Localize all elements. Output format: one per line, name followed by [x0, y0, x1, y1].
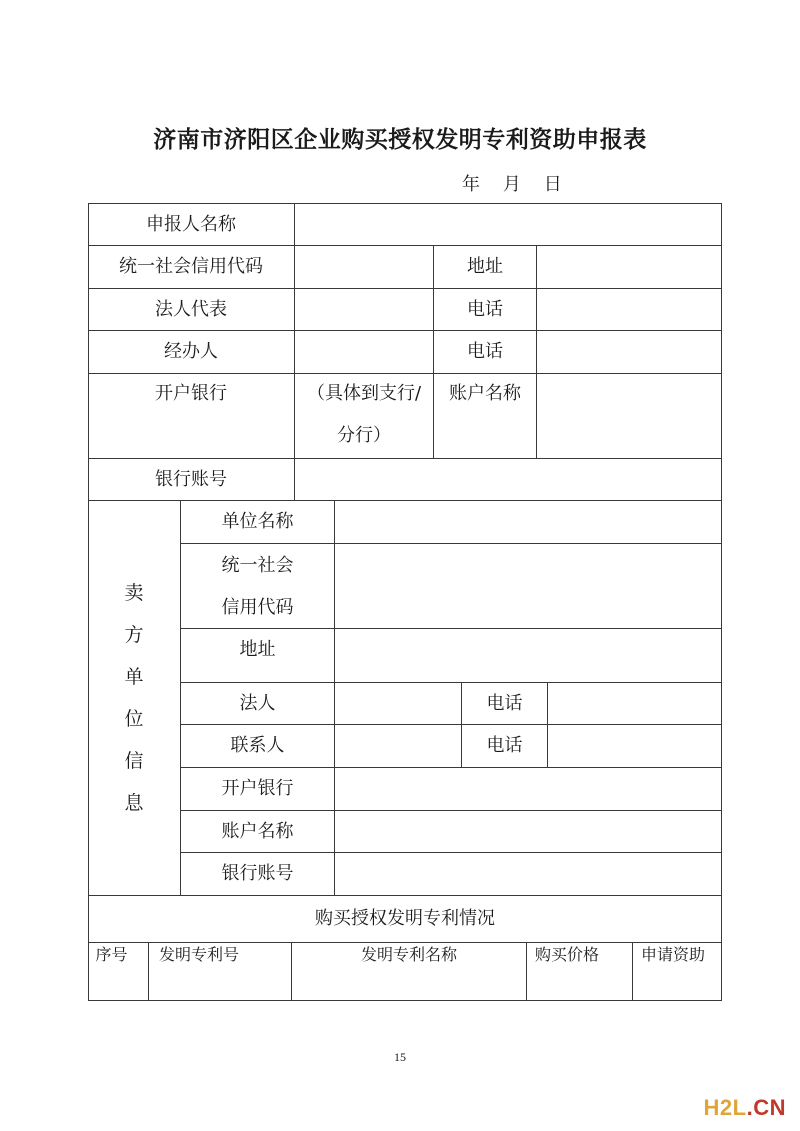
page-number: 15	[394, 1050, 406, 1064]
legal-rep-label: 法人代表	[155, 298, 227, 320]
seller-legal-field[interactable]	[335, 683, 461, 724]
col-header-patent-name: 发明专利名称	[360, 945, 457, 964]
col-header-price: 购买价格	[534, 945, 599, 964]
seller-unit-name-label: 单位名称	[221, 511, 294, 532]
seller-char: 单	[124, 666, 144, 688]
col-header-patent-no: 发明专利号	[158, 945, 239, 964]
account-name-label: 账户名称	[449, 383, 521, 404]
seller-section-label	[88, 501, 180, 895]
credit-code-label: 统一社会信用代码	[119, 256, 263, 277]
handler-field[interactable]	[295, 331, 433, 373]
date-line: 年 月 日	[462, 174, 562, 195]
credit-code-field[interactable]	[295, 246, 433, 288]
seller-credit-code-line2: 信用代码	[221, 597, 294, 618]
address-label: 地址	[467, 256, 503, 277]
seller-char: 位	[124, 708, 144, 730]
table-rule	[88, 942, 722, 943]
form-title: 济南市济阳区企业购买授权发明专利资助申报表	[153, 127, 647, 153]
seller-credit-code-field[interactable]	[335, 544, 721, 628]
seller-phone-field[interactable]	[548, 683, 721, 724]
table-border-right	[721, 203, 722, 1001]
seller-address-field[interactable]	[335, 629, 721, 682]
watermark-h2l: H2L	[703, 1095, 747, 1120]
handler-label: 经办人	[164, 341, 218, 362]
seller-legal-label: 法人	[239, 692, 276, 714]
seller-contact-phone-label: 电话	[486, 735, 523, 756]
seller-account-no-label: 银行账号	[221, 863, 294, 884]
seller-contact-field[interactable]	[335, 725, 461, 767]
seller-account-no-field[interactable]	[335, 853, 721, 895]
seller-account-name-label: 账户名称	[221, 820, 294, 842]
seller-contact-label: 联系人	[230, 735, 285, 756]
applicant-name-label: 申报人名称	[146, 213, 236, 235]
seller-unit-name-field[interactable]	[335, 501, 721, 543]
table-border-bottom	[88, 1000, 722, 1001]
account-no-field[interactable]	[295, 459, 721, 500]
account-name-field[interactable]	[537, 374, 721, 458]
seller-address-label: 地址	[239, 639, 276, 660]
applicant-name-field[interactable]	[295, 204, 721, 245]
seller-char: 信	[124, 750, 144, 772]
bank-note-line1: （具体到支行/	[306, 383, 422, 404]
handler-phone-field[interactable]	[537, 331, 721, 373]
seller-phone-label: 电话	[486, 692, 523, 714]
seller-char: 方	[124, 624, 144, 646]
phone-field[interactable]	[537, 289, 721, 330]
bank-label: 开户银行	[155, 383, 227, 404]
watermark-cn: .CN	[746, 1095, 786, 1120]
seller-char: 息	[124, 792, 144, 814]
handler-phone-label: 电话	[467, 341, 503, 362]
col-header-subsidy: 申请资助	[640, 945, 705, 964]
patent-section-title: 购买授权发明专利情况	[315, 908, 495, 929]
seller-bank-label: 开户银行	[221, 778, 294, 799]
seller-credit-code-line1: 统一社会	[221, 555, 294, 576]
seller-contact-phone-field[interactable]	[548, 725, 721, 767]
watermark-logo	[704, 1095, 786, 1121]
seller-char: 卖	[124, 582, 144, 604]
seller-bank-field[interactable]	[335, 768, 721, 810]
phone-label: 电话	[467, 298, 503, 320]
col-header-index: 序号	[95, 945, 128, 964]
legal-rep-field[interactable]	[295, 289, 433, 330]
account-no-label: 银行账号	[155, 468, 227, 490]
seller-account-name-field[interactable]	[335, 811, 721, 852]
address-field[interactable]	[537, 246, 721, 288]
bank-note-line2: 分行）	[337, 425, 391, 446]
